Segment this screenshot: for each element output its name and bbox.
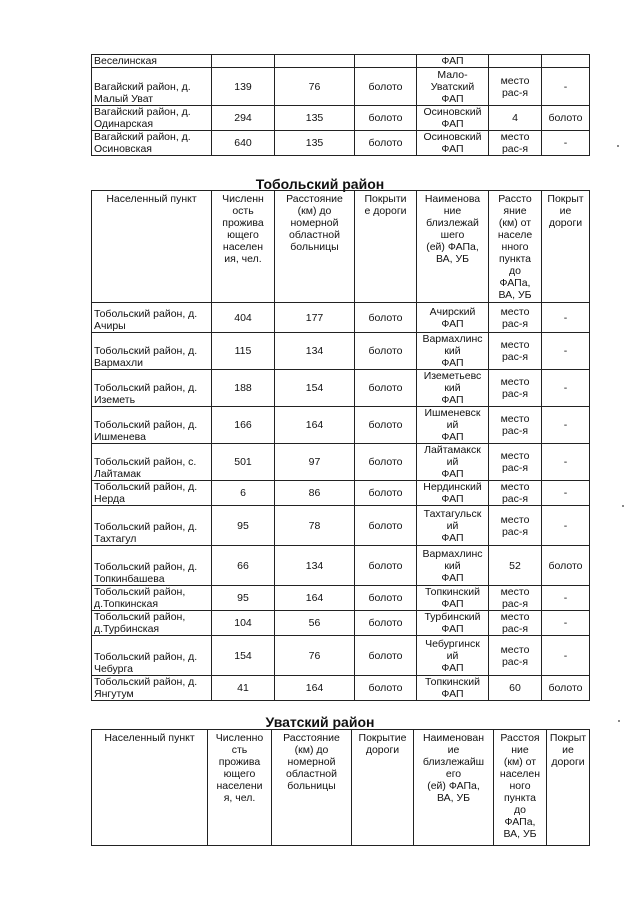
- cell-road-cover: болото: [355, 303, 417, 333]
- cell-population: 294: [212, 106, 275, 131]
- cell-nearest-fap: Вармахлинс кий ФАП: [417, 333, 489, 370]
- cell-nearest-fap: ФАП: [417, 55, 489, 68]
- cell-hospital-distance: 76: [275, 636, 355, 676]
- table-row: [92, 333, 590, 370]
- tobolsk-title: Тобольский район: [255, 176, 385, 192]
- cell-nearest-fap: Осиновский ФАП: [417, 131, 489, 156]
- cell-fap-road-cover: -: [542, 481, 590, 506]
- cell-settlement: Вагайский район, д. Осиновская: [92, 131, 212, 156]
- header-nearest-fap: Наименова ние близлежай шего (ей) ФАПа, ВА, УБ: [417, 191, 489, 303]
- table-row: [92, 370, 590, 407]
- cell-road-cover: болото: [355, 68, 417, 106]
- cell-fap-distance: место рас-я: [489, 407, 542, 444]
- cell-population: 501: [212, 444, 275, 481]
- cell-settlement: Тобольский район, д. Иземеть: [92, 370, 212, 407]
- cell-road-cover: болото: [355, 131, 417, 156]
- cell-road-cover: болото: [355, 506, 417, 546]
- table-row: [92, 586, 590, 611]
- header-population: Численно сть прожива ющего населени я, чел.: [208, 730, 272, 846]
- cell-nearest-fap: Лайтамакск ий ФАП: [417, 444, 489, 481]
- cell-hospital-distance: 134: [275, 333, 355, 370]
- cell-population: 640: [212, 131, 275, 156]
- header-settlement: Населенный пункт: [92, 730, 208, 846]
- cell-settlement: Тобольский район, д. Ишменева: [92, 407, 212, 444]
- header-fap-distance: Расстоя ние (км) от населен ного пункта до ФАПа, ВА, УБ: [494, 730, 547, 846]
- cell-road-cover: болото: [355, 106, 417, 131]
- cell-nearest-fap: Ишменевск ий ФАП: [417, 407, 489, 444]
- cell-hospital-distance: 78: [275, 506, 355, 546]
- cell-fap-distance: место рас-я: [489, 131, 542, 156]
- cell-settlement: Веселинская: [92, 55, 212, 68]
- cell-hospital-distance: 164: [275, 586, 355, 611]
- cell-nearest-fap: Мало- Уватский ФАП: [417, 68, 489, 106]
- cell-nearest-fap: Вармахлинс кий ФАП: [417, 546, 489, 586]
- cell-population: 104: [212, 611, 275, 636]
- table-row: [92, 546, 590, 586]
- cell-hospital-distance: 154: [275, 370, 355, 407]
- cell-settlement: Тобольский район, д. Чебурга: [92, 636, 212, 676]
- cell-hospital-distance: 135: [275, 131, 355, 156]
- cell-population: 41: [212, 676, 275, 701]
- header-hospital-distance: Расстояние (км) до номерной областной больницы: [272, 730, 352, 846]
- cell-hospital-distance: 76: [275, 68, 355, 106]
- cell-fap-road-cover: -: [542, 370, 590, 407]
- cell-fap-distance: место рас-я: [489, 303, 542, 333]
- cell-fap-road-cover: -: [542, 444, 590, 481]
- header-hospital-distance: Расстояние (км) до номерной областной больницы: [275, 191, 355, 303]
- cell-nearest-fap: Иземетьевс кий ФАП: [417, 370, 489, 407]
- cell-nearest-fap: Тахтагульск ий ФАП: [417, 506, 489, 546]
- header-fap-road-cover: Покрыт ие дороги: [542, 191, 590, 303]
- header-road-cover: Покрыти е дороги: [355, 191, 417, 303]
- cell-nearest-fap: Чебургинск ий ФАП: [417, 636, 489, 676]
- cell-hospital-distance: 86: [275, 481, 355, 506]
- table-row: [92, 106, 590, 131]
- cell-settlement: Вагайский район, д. Малый Уват: [92, 68, 212, 106]
- header-fap-road-cover: Покрыт ие дороги: [547, 730, 590, 846]
- table-row: [92, 444, 590, 481]
- header-settlement: Населенный пункт: [92, 191, 212, 303]
- cell-fap-road-cover: болото: [542, 546, 590, 586]
- cell-road-cover: болото: [355, 636, 417, 676]
- cell-hospital-distance: 134: [275, 546, 355, 586]
- cell-fap-distance: место рас-я: [489, 636, 542, 676]
- cell-fap-road-cover: -: [542, 611, 590, 636]
- cell-road-cover: болото: [355, 333, 417, 370]
- cell-fap-distance: [489, 55, 542, 68]
- uvat-title: Уватский район: [265, 714, 375, 730]
- table-row: [92, 676, 590, 701]
- tobolsk-table: [91, 190, 590, 701]
- table-row: [92, 611, 590, 636]
- cell-road-cover: болото: [355, 407, 417, 444]
- cell-fap-road-cover: [542, 55, 590, 68]
- table-row: [92, 506, 590, 546]
- cell-nearest-fap: Топкинский ФАП: [417, 586, 489, 611]
- cell-population: 139: [212, 68, 275, 106]
- cell-road-cover: болото: [355, 370, 417, 407]
- cell-fap-distance: место рас-я: [489, 370, 542, 407]
- cell-fap-road-cover: болото: [542, 676, 590, 701]
- cell-fap-road-cover: болото: [542, 106, 590, 131]
- header-road-cover: Покрытие дороги: [352, 730, 414, 846]
- cell-hospital-distance: 164: [275, 676, 355, 701]
- cell-hospital-distance: 56: [275, 611, 355, 636]
- table-row: [92, 407, 590, 444]
- table-row: [92, 131, 590, 156]
- cell-hospital-distance: [275, 55, 355, 68]
- cell-fap-distance: место рас-я: [489, 68, 542, 106]
- cell-population: 188: [212, 370, 275, 407]
- cell-nearest-fap: Осиновский ФАП: [417, 106, 489, 131]
- cell-fap-road-cover: -: [542, 68, 590, 106]
- cell-population: 154: [212, 636, 275, 676]
- cell-settlement: Тобольский район, д. Нерда: [92, 481, 212, 506]
- cell-fap-distance: место рас-я: [489, 481, 542, 506]
- cell-settlement: Тобольский район, д. Ачиры: [92, 303, 212, 333]
- uvat-table: [91, 729, 590, 846]
- cell-fap-road-cover: -: [542, 303, 590, 333]
- header-nearest-fap: Наименован ие близлежайш его (ей) ФАПа, ВА, УБ: [414, 730, 494, 846]
- margin-dot: [622, 505, 624, 507]
- cell-settlement: Тобольский район, д.Турбинская: [92, 611, 212, 636]
- table-row: [92, 68, 590, 106]
- table-row: [92, 303, 590, 333]
- cell-fap-distance: 60: [489, 676, 542, 701]
- cell-fap-road-cover: -: [542, 586, 590, 611]
- cell-hospital-distance: 164: [275, 407, 355, 444]
- cell-population: 6: [212, 481, 275, 506]
- cell-population: [212, 55, 275, 68]
- cell-road-cover: болото: [355, 546, 417, 586]
- cell-fap-road-cover: -: [542, 333, 590, 370]
- cell-population: 66: [212, 546, 275, 586]
- cell-population: 404: [212, 303, 275, 333]
- table-row: [92, 481, 590, 506]
- vagai-table: [91, 54, 590, 156]
- margin-dot: [618, 720, 620, 722]
- margin-dot: [617, 145, 619, 147]
- cell-settlement: Тобольский район, с. Лайтамак: [92, 444, 212, 481]
- cell-nearest-fap: Ачирский ФАП: [417, 303, 489, 333]
- cell-road-cover: [355, 55, 417, 68]
- cell-settlement: Тобольский район, д. Янгутум: [92, 676, 212, 701]
- cell-road-cover: болото: [355, 611, 417, 636]
- cell-hospital-distance: 135: [275, 106, 355, 131]
- cell-population: 95: [212, 506, 275, 546]
- cell-road-cover: болото: [355, 676, 417, 701]
- cell-road-cover: болото: [355, 444, 417, 481]
- cell-road-cover: болото: [355, 586, 417, 611]
- cell-nearest-fap: Нердинский ФАП: [417, 481, 489, 506]
- cell-hospital-distance: 97: [275, 444, 355, 481]
- cell-population: 166: [212, 407, 275, 444]
- cell-nearest-fap: Топкинский ФАП: [417, 676, 489, 701]
- header-fap-distance: Рассто яние (км) от населе нного пункта до ФАПа, ВА, УБ: [489, 191, 542, 303]
- cell-population: 95: [212, 586, 275, 611]
- cell-population: 115: [212, 333, 275, 370]
- cell-fap-distance: 52: [489, 546, 542, 586]
- header-population: Численн ость прожива ющего населен ия, чел.: [212, 191, 275, 303]
- cell-settlement: Вагайский район, д. Одинарская: [92, 106, 212, 131]
- cell-fap-distance: место рас-я: [489, 333, 542, 370]
- cell-hospital-distance: 177: [275, 303, 355, 333]
- cell-road-cover: болото: [355, 481, 417, 506]
- cell-fap-road-cover: -: [542, 506, 590, 546]
- table-row: [92, 55, 590, 68]
- cell-fap-distance: место рас-я: [489, 586, 542, 611]
- cell-settlement: Тобольский район, д.Топкинская: [92, 586, 212, 611]
- cell-settlement: Тобольский район, д. Вармахли: [92, 333, 212, 370]
- cell-fap-road-cover: -: [542, 407, 590, 444]
- cell-settlement: Тобольский район, д. Тахтагул: [92, 506, 212, 546]
- cell-fap-distance: место рас-я: [489, 444, 542, 481]
- cell-fap-road-cover: -: [542, 636, 590, 676]
- cell-fap-distance: место рас-я: [489, 611, 542, 636]
- table-row: [92, 636, 590, 676]
- cell-settlement: Тобольский район, д. Топкинбашева: [92, 546, 212, 586]
- cell-fap-distance: 4: [489, 106, 542, 131]
- cell-fap-distance: место рас-я: [489, 506, 542, 546]
- cell-nearest-fap: Турбинский ФАП: [417, 611, 489, 636]
- cell-fap-road-cover: -: [542, 131, 590, 156]
